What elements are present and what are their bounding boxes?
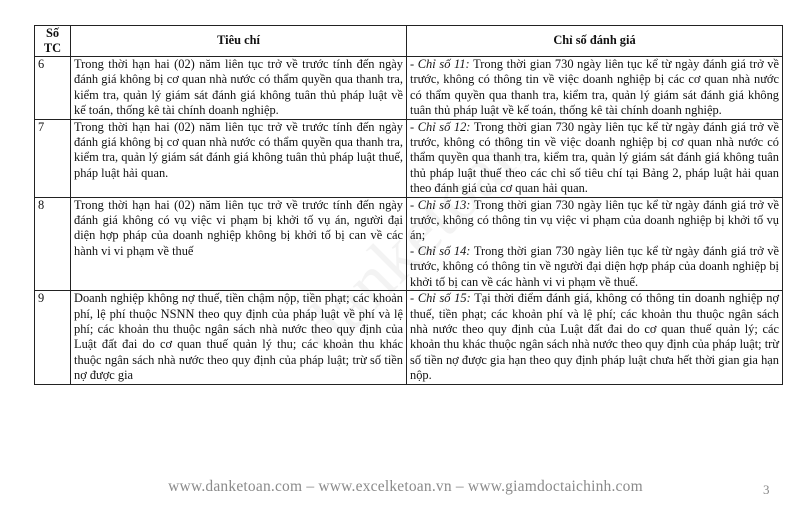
header-number xyxy=(35,26,71,57)
table-body xyxy=(35,57,783,385)
footer xyxy=(0,478,811,496)
row-number: 7 xyxy=(35,119,71,197)
footer-separator-1: – xyxy=(302,478,319,495)
index-item: - Chỉ số 11: Trong thời gian 730 ngày liên tục kể từ ngày đánh giá trở về trước, không có thông tin về việc doanh nghiệp bị các cơ quan nhà nước có thẩm quyền qua thanh tra, kiểm tra, quản lý giám sát đánh giá không tuân thủ pháp luật về kế toán, thống kê tài chính doanh nghiệp. xyxy=(410,57,779,118)
row-number: 6 xyxy=(35,57,71,120)
header-criteria: Tiêu chí xyxy=(71,26,407,57)
criteria-cell: Trong thời hạn hai (02) năm liên tục trở về trước tính đến ngày đánh giá không có vụ việc vi phạm bị khởi tố vụ án, người đại diện hợp pháp của doanh nghiệp không bị khởi tố bị can về các hành vi vi phạm về thuế xyxy=(71,197,407,290)
index-cell xyxy=(407,197,783,290)
footer-separator-2: – xyxy=(451,478,468,495)
criteria-cell: Trong thời hạn hai (02) năm liên tục trở về trước tính đến ngày đánh giá không bị cơ quan nhà nước có thẩm quyền qua thanh tra, kiểm tra, quản lý giám sát đánh giá không tuân thủ pháp luật về kế toán, thống kê tài chính doanh nghiệp. xyxy=(71,57,407,120)
index-item: - Chỉ số 14: Trong thời gian 730 ngày liên tục kể từ ngày đánh giá trở về trước, không có thông tin về người đại diện hợp pháp của doanh nghiệp bị khởi tố bị can về các hành vi vi phạm về thuế. xyxy=(410,243,780,289)
header-number-line2: TC xyxy=(43,41,62,55)
index-item: - Chỉ số 15: Tại thời điểm đánh giá, không có thông tin doanh nghiệp nợ thuế, tiền phạt; các khoản phí và lệ phí; các khoản thu thuộc ngân sách nhà nước theo quy định của Luật đất đai do cơ quan thuế quản lý; các khoản thu khác thuộc ngân sách nhà nước theo quy định của pháp luật; trừ số tiền nợ được gia hạn theo quy định pháp luật chưa hết thời gian gia hạn nộp. xyxy=(410,291,779,383)
index-cell xyxy=(407,119,783,197)
footer-site-1[interactable]: www.danketoan.com xyxy=(168,478,303,495)
criteria-cell: Trong thời hạn hai (02) năm liên tục trở về trước tính đến ngày đánh giá không bị cơ quan nhà nước có thẩm quyền qua thanh tra, kiểm tra, quản lý giám sát đánh giá không tuân thủ pháp luật thuế, pháp luật hải quan. xyxy=(71,119,407,197)
index-text: Trong thời gian 730 ngày liên tục kể từ ngày đánh giá trở về trước, không có thông tin về việc doanh nghiệp bị cơ quan nhà nước có thẩm quyền qua thanh tra, kiểm tra, quản lý giám sát đánh giá không tuân thủ pháp luật thuế theo các chỉ số tiêu chí tại Bảng 2, pháp luật hải quan theo đánh giá của cơ quan hải quan. xyxy=(410,119,780,196)
table-row xyxy=(35,291,783,384)
row-number: 9 xyxy=(35,291,71,384)
index-text: Trong thời gian 730 ngày liên tục kể từ ngày đánh giá trở về trước, không có thông tin vụ việc vi phạm của doanh nghiệp bị khởi tố vụ án; xyxy=(410,197,780,243)
index-cell xyxy=(407,57,783,120)
table-row xyxy=(35,197,783,290)
footer-site-2[interactable]: www.excelketoan.vn xyxy=(318,478,452,495)
index-item: - Chỉ số 13: Trong thời gian 730 ngày liên tục kể từ ngày đánh giá trở về trước, không có thông tin vụ việc vi phạm của doanh nghiệp bị khởi tố vụ án; xyxy=(410,197,780,243)
index-label: Chỉ số 13: xyxy=(417,197,471,212)
table-row xyxy=(35,57,783,120)
index-text: Tại thời điểm đánh giá, không có thông tin doanh nghiệp nợ thuế, tiền phạt; các khoản phí và lệ phí; các khoản thu thuộc ngân sách nhà nước theo quy định của Luật đất đai do cơ quan thuế quản lý; các khoản thu khác thuộc ngân sách nhà nước theo quy định của pháp luật; trừ số tiền nợ được gia hạn theo quy định pháp luật chưa hết thời gian gia hạn nộp. xyxy=(410,291,779,383)
index-cell xyxy=(407,291,783,384)
criteria-table xyxy=(34,25,783,385)
header-index: Chỉ số đánh giá xyxy=(407,26,783,57)
header-number-line1: Số xyxy=(45,26,60,40)
table-row xyxy=(35,119,783,197)
index-label: Chỉ số 14: xyxy=(417,243,471,258)
criteria-cell: Doanh nghiệp không nợ thuế, tiền chậm nộp, tiền phạt; các khoản phí, lệ phí thuộc NSNN theo quy định của pháp luật về phí và lệ phí; các khoản thu thuộc ngân sách nhà nước theo quy định của Luật đất đai do cơ quan thuế quản lý thu; các khoản thu khác thuộc ngân sách nhà nước theo quy định của pháp luật; trừ số tiền nợ được gia xyxy=(71,291,407,384)
page-number: 3 xyxy=(763,482,770,497)
index-label: Chỉ số 11: xyxy=(417,57,470,71)
index-item: - Chỉ số 12: Trong thời gian 730 ngày liên tục kể từ ngày đánh giá trở về trước, không có thông tin về việc doanh nghiệp bị cơ quan nhà nước có thẩm quyền qua thanh tra, kiểm tra, quản lý giám sát đánh giá không tuân thủ pháp luật thuế theo các chỉ số tiêu chí tại Bảng 2, pháp luật hải quan theo đánh giá của cơ quan hải quan. xyxy=(410,119,780,196)
index-label: Chỉ số 15: xyxy=(417,291,471,306)
index-label: Chỉ số 12: xyxy=(417,119,471,134)
footer-site-3[interactable]: www.giamdoctaichinh.com xyxy=(467,478,643,495)
index-text: Trong thời gian 730 ngày liên tục kể từ ngày đánh giá trở về trước, không có thông tin về người đại diện hợp pháp của doanh nghiệp bị khởi tố bị can về các hành vi vi phạm về thuế. xyxy=(410,243,780,289)
row-number: 8 xyxy=(35,197,71,290)
table-header-row xyxy=(35,26,783,57)
index-text: Trong thời gian 730 ngày liên tục kể từ ngày đánh giá trở về trước, không có thông tin về việc doanh nghiệp bị các cơ quan nhà nước có thẩm quyền qua thanh tra, kiểm tra, quản lý giám sát đánh giá không tuân thủ pháp luật về kế toán, thống kê tài chính doanh nghiệp. xyxy=(410,57,779,118)
